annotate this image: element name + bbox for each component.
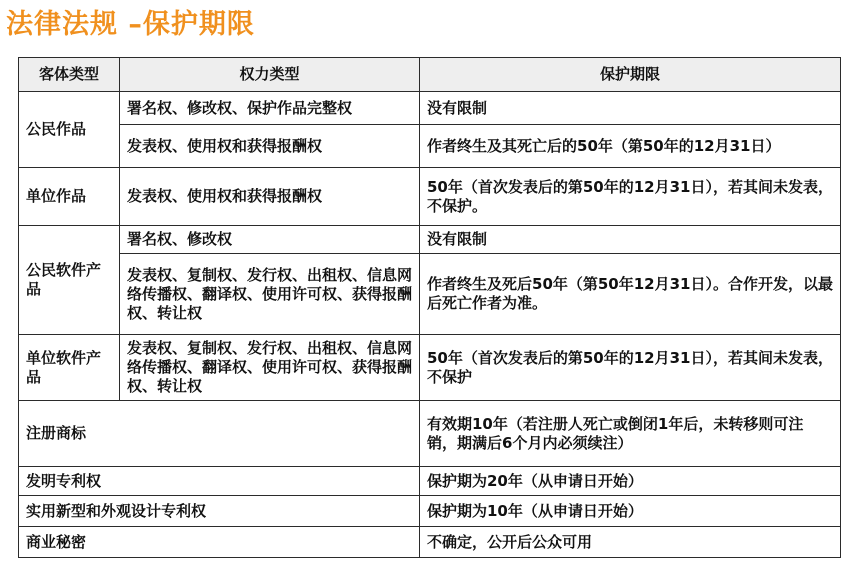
term-unit-work: 50年（首次发表后的第50年的12月31日），若其间未发表，不保护。: [420, 168, 841, 226]
subject-citizen-work: 公民作品: [19, 92, 120, 168]
subject-unit-software: 单位软件产品: [19, 335, 120, 401]
subject-design-patent: 实用新型和外观设计专利权: [19, 496, 420, 527]
rights-citizen-work-sign: 署名权、修改权、保护作品完整权: [120, 92, 420, 125]
term-citizen-work-publish: 作者终生及其死亡后的50年（第50年的12月31日）: [420, 125, 841, 168]
page-title: 法律法规 –保护期限: [6, 9, 255, 40]
subject-trade-secret: 商业秘密: [19, 527, 420, 558]
table-row: [19, 527, 841, 558]
table-row: [19, 496, 841, 527]
rights-citizen-work-publish: 发表权、使用权和获得报酬权: [120, 125, 420, 168]
table-row: [19, 401, 841, 467]
term-citizen-software-sign: 没有限制: [420, 226, 841, 254]
rights-citizen-software-publish: 发表权、复制权、发行权、出租权、信息网络传播权、翻译权、使用许可权、获得报酬权、转让权: [120, 254, 420, 335]
table-row: [19, 467, 841, 496]
header-rights-type: 权力类型: [120, 58, 420, 92]
table-header-row: [19, 58, 841, 92]
term-design-patent: 保护期为10年（从申请日开始）: [420, 496, 841, 527]
subject-citizen-software: 公民软件产品: [19, 226, 120, 335]
table-row: [19, 335, 841, 401]
table-row: [19, 226, 841, 254]
rights-unit-work: 发表权、使用权和获得报酬权: [120, 168, 420, 226]
table-row: [19, 254, 841, 335]
term-citizen-software-publish: 作者终生及死后50年（第50年12月31日）。合作开发，以最后死亡作者为准。: [420, 254, 841, 335]
table-row: [19, 125, 841, 168]
subject-trademark: 注册商标: [19, 401, 420, 467]
term-trademark: 有效期10年（若注册人死亡或倒闭1年后，未转移则可注销，期满后6个月内必须续注）: [420, 401, 841, 467]
header-subject-type: 客体类型: [19, 58, 120, 92]
protection-term-table: [18, 57, 841, 558]
table-row: [19, 168, 841, 226]
rights-unit-software: 发表权、复制权、发行权、出租权、信息网络传播权、翻译权、使用许可权、获得报酬权、转让权: [120, 335, 420, 401]
term-invention-patent: 保护期为20年（从申请日开始）: [420, 467, 841, 496]
term-citizen-work-sign: 没有限制: [420, 92, 841, 125]
header-protection-term: 保护期限: [420, 58, 841, 92]
table-row: [19, 92, 841, 125]
subject-unit-work: 单位作品: [19, 168, 120, 226]
subject-invention-patent: 发明专利权: [19, 467, 420, 496]
rights-citizen-software-sign: 署名权、修改权: [120, 226, 420, 254]
term-unit-software: 50年（首次发表后的第50年的12月31日），若其间未发表，不保护: [420, 335, 841, 401]
term-trade-secret: 不确定，公开后公众可用: [420, 527, 841, 558]
